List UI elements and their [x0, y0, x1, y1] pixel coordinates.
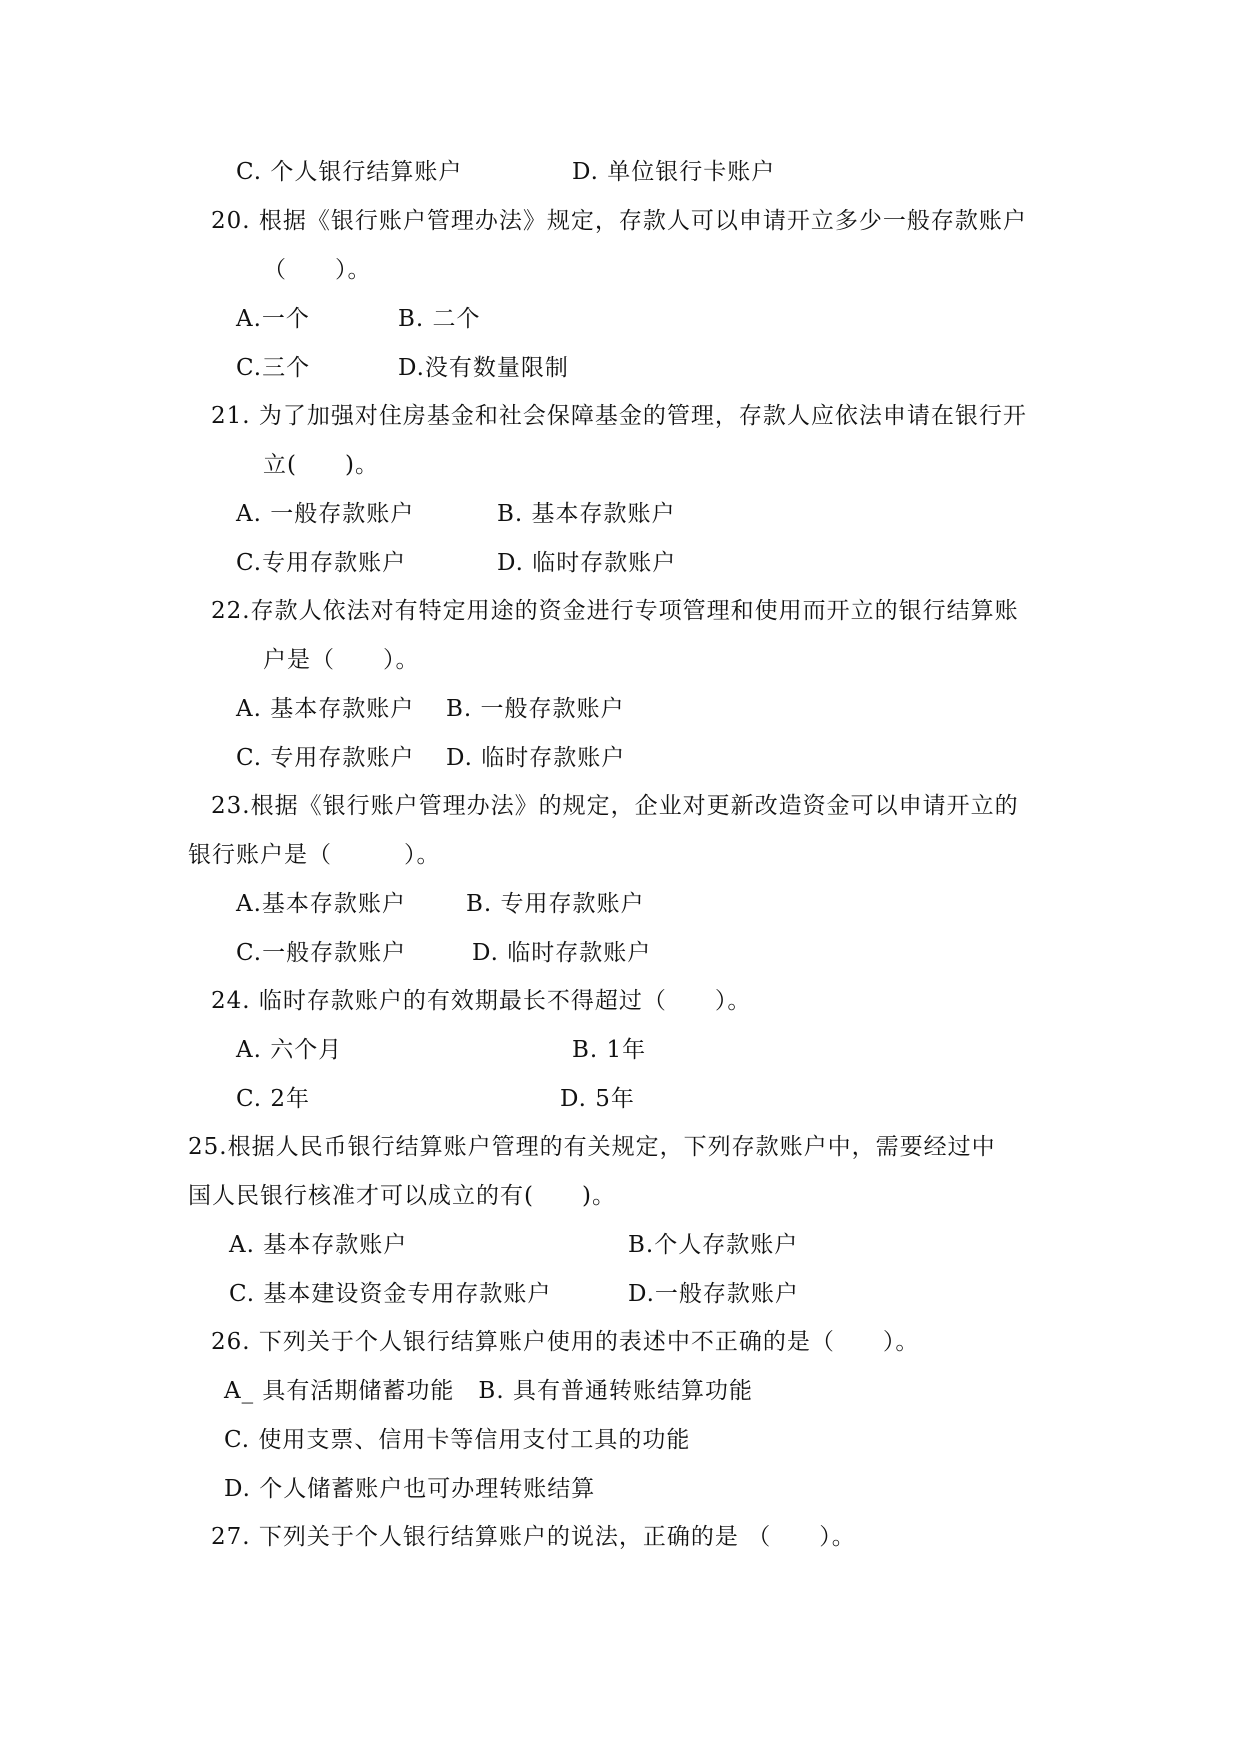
- q20-option-b: B. 二个: [398, 306, 481, 332]
- q27-stem-line1: 27. 下列关于个人银行结算账户的说法，正确的是 （ ）。: [211, 1524, 856, 1550]
- q20-stem-line1: 20. 根据《银行账户管理办法》规定，存款人可以申请开立多少一般存款账户: [211, 208, 1027, 234]
- q23-option-a: A.基本存款账户: [236, 891, 406, 917]
- q23-stem-line2: 银行账户是（ ）。: [188, 842, 441, 868]
- q24-option-b: B. 1年: [572, 1037, 647, 1063]
- q24-option-d: D. 5年: [560, 1086, 635, 1112]
- q25-option-a: A. 基本存款账户: [229, 1232, 408, 1258]
- q23-option-b: B. 专用存款账户: [466, 891, 645, 917]
- q20-option-a: A.一个: [236, 306, 310, 332]
- q20-option-d: D.没有数量限制: [398, 355, 569, 381]
- q22-option-d: D. 临时存款账户: [446, 745, 626, 771]
- q19-option-c: C. 个人银行结算账户: [236, 159, 463, 185]
- q23-stem-line1: 23.根据《银行账户管理办法》的规定，企业对更新改造资金可以申请开立的: [211, 793, 1019, 819]
- q25-stem-line2: 国人民银行核准才可以成立的有( )。: [188, 1183, 616, 1209]
- q25-option-d: D.一般存款账户: [628, 1281, 799, 1307]
- q20-option-c: C.三个: [236, 355, 311, 381]
- q25-option-c: C. 基本建设资金专用存款账户: [229, 1281, 552, 1307]
- q24-option-a: A. 六个月: [236, 1037, 343, 1063]
- q21-option-c: C.专用存款账户: [236, 550, 407, 576]
- q24-stem-line1: 24. 临时存款账户的有效期最长不得超过（ ）。: [211, 988, 752, 1014]
- q22-option-a: A. 基本存款账户: [236, 696, 415, 722]
- q21-stem-line1: 21. 为了加强对住房基金和社会保障基金的管理，存款人应依法申请在银行开: [211, 403, 1027, 429]
- q21-stem-line2: 立( )。: [263, 452, 379, 478]
- q26-option-c: C. 使用支票、信用卡等信用支付工具的功能: [224, 1427, 691, 1453]
- q24-option-c: C. 2年: [236, 1086, 311, 1112]
- q21-option-b: B. 基本存款账户: [497, 501, 676, 527]
- q26-stem-line1: 26. 下列关于个人银行结算账户使用的表述中不正确的是（ ）。: [211, 1329, 920, 1355]
- q21-option-a: A. 一般存款账户: [236, 501, 415, 527]
- q23-option-c: C.一般存款账户: [236, 940, 407, 966]
- q25-stem-line1: 25.根据人民币银行结算账户管理的有关规定，下列存款账户中，需要经过中: [188, 1134, 996, 1160]
- q22-stem-line2: 户是（ ）。: [263, 647, 420, 673]
- q19-option-d: D. 单位银行卡账户: [572, 159, 776, 185]
- q25-option-b: B.个人存款账户: [628, 1232, 799, 1258]
- q26-option-ab: A_ 具有活期储蓄功能 B. 具有普通转账结算功能: [224, 1378, 753, 1404]
- q22-option-b: B. 一般存款账户: [446, 696, 625, 722]
- q26-option-d: D. 个人储蓄账户也可办理转账结算: [224, 1476, 596, 1502]
- q22-stem-line1: 22.存款人依法对有特定用途的资金进行专项管理和使用而开立的银行结算账: [211, 598, 1019, 624]
- q20-stem-line2: （ ）。: [263, 257, 372, 283]
- q23-option-d: D. 临时存款账户: [472, 940, 652, 966]
- q22-option-c: C. 专用存款账户: [236, 745, 415, 771]
- q21-option-d: D. 临时存款账户: [497, 550, 677, 576]
